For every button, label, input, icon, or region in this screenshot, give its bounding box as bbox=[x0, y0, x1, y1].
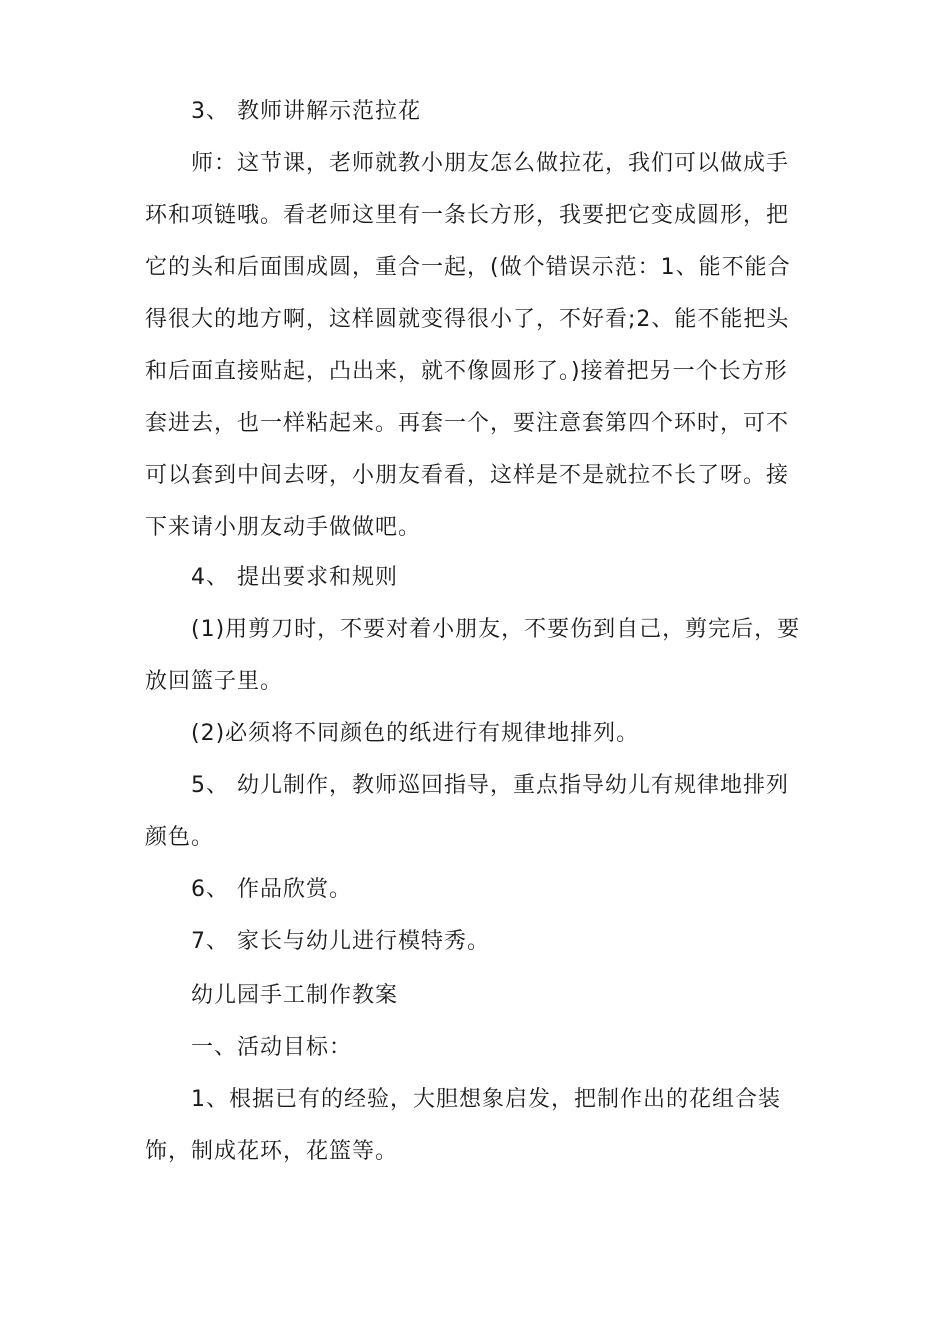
step3-heading bbox=[145, 86, 817, 138]
text-line: 一、活动目标： bbox=[191, 1035, 353, 1060]
step6-paragraph bbox=[145, 864, 817, 916]
text-line: 放回篮子里。 bbox=[145, 669, 284, 694]
text-line: 7、 家长与幼儿进行模特秀。 bbox=[191, 929, 490, 954]
step5-paragraph bbox=[145, 760, 817, 864]
text-line: (2)必须将不同颜色的纸进行有规律地排列。 bbox=[191, 721, 640, 746]
text-line: 套进去，也一样粘起来。再套一个，要注意套第四个环时，可不 bbox=[145, 411, 790, 436]
rule-2-paragraph bbox=[145, 708, 817, 760]
text-line: 师：这节课，老师就教小朋友怎么做拉花，我们可以做成手 bbox=[191, 151, 790, 176]
text-line: (1)用剪刀时，不要对着小朋友，不要伤到自己，剪完后，要 bbox=[191, 617, 801, 642]
text-line: 颜色。 bbox=[145, 825, 215, 850]
text-line: 3、 教师讲解示范拉花 bbox=[191, 99, 421, 124]
section-title bbox=[145, 970, 817, 1022]
text-line: 1、根据已有的经验，大胆想象启发，把制作出的花组合装 bbox=[191, 1087, 781, 1112]
text-line: 环和项链哦。看老师这里有一条长方形，我要把它变成圆形，把 bbox=[145, 203, 790, 228]
text-line: 6、 作品欣赏。 bbox=[191, 877, 352, 902]
step7-paragraph bbox=[145, 916, 817, 968]
step4-heading bbox=[145, 552, 817, 604]
text-line: 下来请小朋友动手做做吧。 bbox=[145, 515, 422, 540]
goal-1-paragraph bbox=[145, 1074, 817, 1178]
text-line: 可以套到中间去呀，小朋友看看，这样是不是就拉不长了呀。接 bbox=[145, 463, 790, 488]
text-line: 得很大的地方啊，这样圆就变得很小了，不好看;2、能不能把头 bbox=[145, 307, 790, 332]
goals-heading bbox=[145, 1022, 817, 1074]
text-line: 5、 幼儿制作，教师巡回指导，重点指导幼儿有规律地排列 bbox=[191, 773, 789, 798]
text-line: 和后面直接贴起，凸出来，就不像圆形了。)接着把另一个长方形 bbox=[145, 359, 788, 384]
teacher-speech-paragraph bbox=[145, 138, 817, 554]
text-line: 它的头和后面围成圆，重合一起，(做个错误示范：1、能不能合 bbox=[145, 255, 791, 280]
rule-1-paragraph bbox=[145, 604, 817, 708]
text-line: 饰，制成花环，花篮等。 bbox=[145, 1139, 399, 1164]
text-line: 幼儿园手工制作教案 bbox=[191, 983, 399, 1008]
text-line: 4、 提出要求和规则 bbox=[191, 565, 398, 590]
